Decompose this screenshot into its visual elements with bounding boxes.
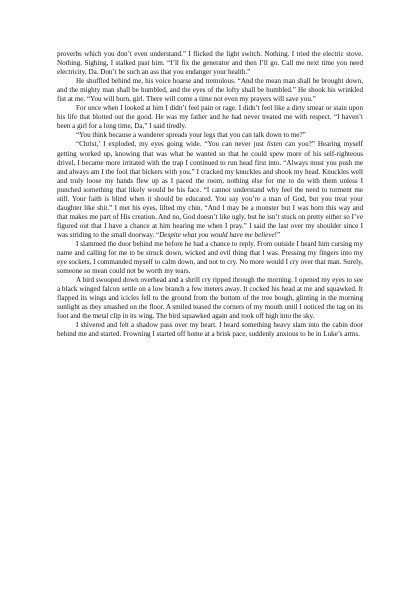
text-run: “You think because a wanderer spreads your legs that you can talk down to me?” bbox=[76, 131, 306, 140]
text-run: I shivered and felt a shadow pass over my heart. I heard something heavy slam into the cabin door behind me and started. Frowning I started off home at a brisk pace, suddenly anxious to be in Luke’s arms. bbox=[57, 321, 363, 339]
paragraph bbox=[57, 240, 363, 276]
paragraph bbox=[57, 140, 363, 240]
paragraph bbox=[57, 131, 363, 140]
text-run: proverbs which you don’t even understand.” I flicked the light switch. Nothing. I tried the electric stove. Nothing. Sighing, I stalked past him. “I’ll fix the generator and then I’ll go. Call me next time you need electricity, Da. Don’t be such an ass that you endanger your health.” bbox=[57, 50, 363, 77]
italic-text: Despite what you would have me believe bbox=[159, 230, 275, 239]
italic-text: listen bbox=[266, 140, 283, 149]
text-run: For once when I looked at him I didn’t feel pain or rage. I didn’t feel like a dirty smear or stain upon his life that blotted out the good. He was my father and he had never treated me with respect. “I haven’t been a girl for a long time, Da,” I said tiredly. bbox=[57, 104, 363, 131]
paragraph bbox=[57, 77, 363, 104]
paragraph bbox=[57, 104, 363, 131]
text-run: A bird swooped down overhead and a shrill cry ripped through the morning. I opened my eyes to see a black winged falcon settle on a low branch a few meters away. It cocked his head at me and squawked. It flapped its wings and icicles fell to the ground from the bottom of the tree bough, glinting in the morning sunlight as they smashed on the floor. A smiled teased the corners of my mouth until I noticed the tag on its foot and the metal clip in its wing. The bird squawked again and took off high into the sky. bbox=[57, 276, 363, 321]
text-run: !” bbox=[274, 230, 281, 239]
paragraph bbox=[57, 321, 363, 339]
document-page bbox=[57, 50, 363, 340]
text-run: can you?” Hearing myself getting worked up, knowing that was what he wanted so that he could spew more of his self-righteous drivel, I became more irritated with the trap I continued to run head first into. “Always must you push me and always am I the fool that bickers with you.” I cracked my knuckles and shook my head. Knuckles well and truly loose my hands flew up as I paced the room, nothing else for me to do with them unless I punched something that likely would be his face. “I cannot understand why feel the need to torment me still. Your faith is blind when it should be educated. You say you’re a man of God, but you treat your daughter like shit.” I met his eyes, lifted my chin. “And I may be a monster but I was born this way and that makes me part of His creation. And no, God doesn’t like ugly, but he isn’t stuck on pretty either so I’ve figured out that I have a chance at him hearing me when I pray.” I said the last over my shoulder since I was striding to the small doorway. “ bbox=[57, 140, 364, 239]
paragraph bbox=[57, 50, 363, 77]
text-run: He shuffled behind me, his voice hoarse and tremulous. “And the mean man shall be brought down, and the mighty man shall be humbled, and the eyes of the lofty shall be humbled.” He shook his wrinkled fist at me. “You will burn, girl. There will come a time not even my prayers will save you.” bbox=[57, 77, 363, 104]
text-run: I slammed the door behind me before he had a chance to reply. From outside I heard him cursing my name and calling for me to be struck down, wicked and evil thing that I was. Pressing my fingers into my eye sockets, I commanded myself to calm down, and not to cry. No more would I cry over that man. Surely, someone so mean could not be worth my tears. bbox=[57, 239, 363, 276]
text-run: “Christ,’ I exploded, my eyes going wide. “You can never just bbox=[76, 140, 267, 149]
paragraph bbox=[57, 276, 363, 321]
